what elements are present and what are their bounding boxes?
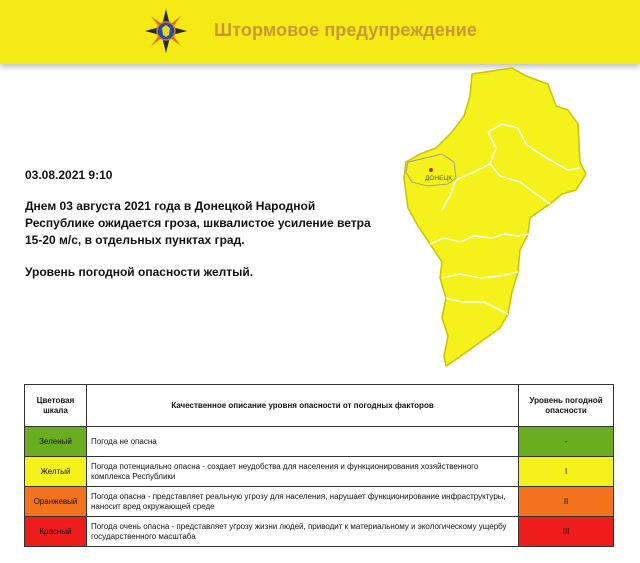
header-color-scale: Цветовая шкала [25, 385, 87, 427]
bulletin-datetime: 03.08.2021 9:10 [25, 168, 113, 182]
weather-hazard-scale-table [24, 384, 614, 547]
description-cell: Погода опасна - представляет реальную угрозу для населения, нарушает функционирование инфраструктуры, наносит вред окружающей среде [86, 487, 518, 517]
donetsk-city-dot [429, 168, 433, 172]
description-cell: Погода не опасна [86, 427, 518, 457]
header-bar [0, 0, 640, 64]
city-label: ДОНЕЦК [425, 175, 453, 182]
bulletin-message: Днем 03 августа 2021 года в Донецкой Народной Республике ожидается гроза, шквалистое усиление ветра 15-20 м/с, в отдельных пунктах град. [25, 199, 371, 247]
level-cell-red: III [519, 517, 614, 547]
color-cell-yellow: Желтый [25, 457, 87, 487]
level-cell-orange: II [519, 487, 614, 517]
description-cell: Погода очень опасна - представляет угрозу жизни людей, приводит к материальному и экологическому ущербу государственного масштаба [86, 517, 518, 547]
header-description: Качественное описание уровня опасности от погодных факторов [86, 385, 518, 427]
color-cell-red: Красный [25, 517, 87, 547]
mchs-star-emblem-icon [144, 8, 188, 54]
table-header-row [25, 385, 614, 427]
level-cell-yellow: I [519, 457, 614, 487]
table-row [25, 457, 614, 487]
page-title: Штормовое предупреждение [214, 20, 478, 40]
header-hazard-level: Уровень погодной опасности [519, 385, 614, 427]
table-row [25, 427, 614, 457]
color-cell-orange: Оранжевый [25, 487, 87, 517]
table-row [25, 487, 614, 517]
region-outline [404, 68, 586, 366]
dpr-region-map [400, 66, 636, 384]
description-cell: Погода потенциально опасна - создает неудобства для населения и функционирования хозяйственного комплекса Республики [86, 457, 518, 487]
level-cell-green: - [519, 427, 614, 457]
color-cell-green: Зеленый [25, 427, 87, 457]
table-row [25, 517, 614, 547]
hazard-level-text: Уровень погодной опасности желтый. [25, 265, 254, 279]
